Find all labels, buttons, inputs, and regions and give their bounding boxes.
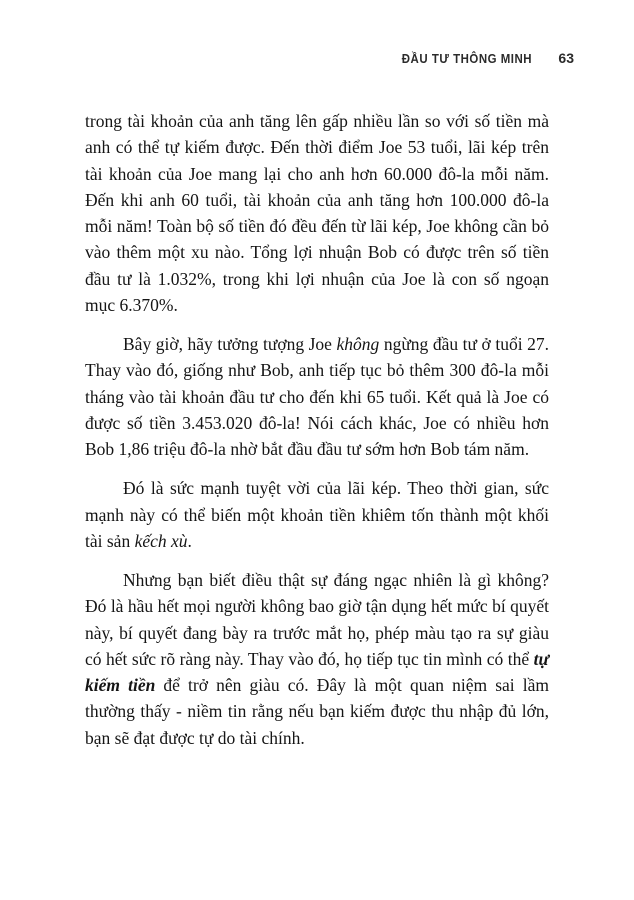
paragraph-4 <box>85 567 549 751</box>
paragraph-text: Nhưng bạn biết điều thật sự đáng ngạc nhiên là gì không? Đó là hầu hết mọi người không bao giờ tận dụng hết mức bí quyết này, bí quyết đang bày ra trước mắt họ, phép màu tạo ra sự giàu có hết sức rõ ràng này. Thay vào đó, họ tiếp tục tin mình có thể <box>85 570 549 669</box>
paragraph-text: ngừng đầu tư ở tuổi 27. Thay vào đó, giống như Bob, anh tiếp tục bỏ thêm 300 đô-la mỗi tháng vào tài khoản đầu tư cho đến khi 65 tuổi. Kết quả là Joe có được số tiền 3.453.020 đô-la! Nói cách khác, Joe có nhiều hơn Bob 1,86 triệu đô-la nhờ bắt đầu đầu tư sớm hơn Bob tám năm. <box>85 334 549 459</box>
paragraph-text: . <box>187 530 192 551</box>
paragraph-1 <box>85 108 549 318</box>
paragraph-text: để trở nên giàu có. Đây là một quan niệm sai lầm thường thấy - niềm tin rằng nếu bạn kiếm được thu nhập đủ lớn, bạn sẽ đạt được tự do tài chính. <box>85 675 550 748</box>
page-number: 63 <box>558 50 574 66</box>
page-body <box>85 108 549 764</box>
running-title: ĐẦU TƯ THÔNG MINH <box>402 51 533 66</box>
paragraph-text: Bây giờ, hãy tưởng tượng Joe <box>123 334 337 354</box>
paragraph-2 <box>85 331 549 462</box>
page-header <box>384 50 574 66</box>
emphasized-text: không <box>336 334 380 354</box>
emphasized-bold-text: tự kiếm tiền <box>85 648 549 695</box>
paragraph-text: trong tài khoản của anh tăng lên gấp nhiều lần so với số tiền mà anh có thể tự kiếm được. Đến thời điểm Joe 53 tuổi, lãi kép trên tài khoản của Joe mang lại cho anh hơn 60.000 đô-la mỗi năm. Đến khi anh 60 tuổi, tài khoản của anh tăng hơn 100.000 đô-la mỗi năm! Toàn bộ số tiền đó đều đến từ lãi kép, Joe không cần bỏ vào thêm một xu nào. Tổng lợi nhuận Bob có được trên số tiền đầu tư là 1.032%, trong khi lợi nhuận của Joe là con số ngoạn mục 6.370%. <box>85 111 549 315</box>
paragraph-3 <box>85 475 549 554</box>
paragraph-text: Đó là sức mạnh tuyệt vời của lãi kép. Theo thời gian, sức mạnh này có thể biến một khoản tiền khiêm tốn thành một khối tài sản <box>85 478 549 551</box>
emphasized-text: kếch xù <box>134 530 188 551</box>
